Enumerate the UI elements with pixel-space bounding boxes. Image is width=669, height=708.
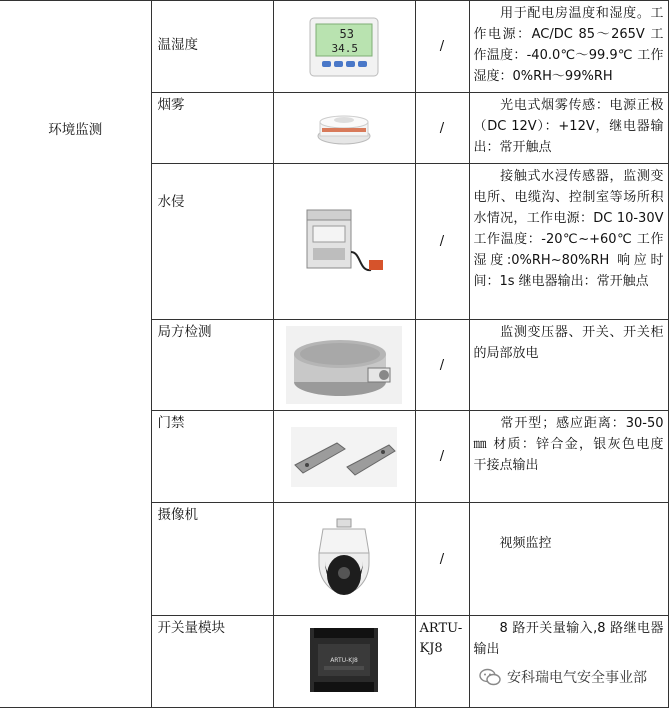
table-row	[0, 1, 668, 93]
dome-camera-image	[273, 503, 415, 616]
door-magnet-icon	[289, 425, 399, 489]
io-module-image	[273, 616, 415, 708]
water-sensor-image	[273, 164, 415, 320]
water-sensor-icon	[299, 202, 389, 282]
row-name: 开关量模块	[157, 620, 225, 636]
model-value: /	[439, 39, 445, 54]
row-name: 门禁	[157, 415, 185, 431]
row-description: 监测变压器、开关、开关柜的局部放电	[473, 325, 664, 361]
row-description: 用于配电房温度和湿度。工作电源：AC/DC 85～265V 工作温度：-40.0℃～99.9℃ 工作湿度：0%RH～99%RH	[473, 6, 664, 84]
svg-text:ARTU-KJ8: ARTU-KJ8	[330, 656, 358, 664]
model-value: /	[439, 120, 445, 136]
category-label: 环境监测	[48, 121, 103, 138]
partial-discharge-sensor-icon	[284, 324, 404, 406]
smoke-detector-icon	[314, 108, 374, 148]
row-name: 温湿度	[157, 37, 198, 53]
model-value: /	[439, 357, 445, 373]
row-description: 常开型；感应距离：30-50㎜ 材质：锌合金，银灰色电度 干接点输出	[473, 416, 664, 473]
model-value: ARTU-KJ8	[419, 621, 463, 656]
row-description: 接触式水浸传感器，监测变电所、电缆沟、控制室等场所积水情况，工作电源：DC 10-30V 工作温度：-20℃~+60℃ 工作湿度:0%RH~80%RH 响应时间：1s 继电器输出：常开触点	[473, 169, 664, 289]
io-module-icon	[304, 622, 384, 702]
row-name: 水侵	[157, 194, 185, 210]
row-description: 视频监控	[499, 536, 552, 551]
category-cell	[0, 1, 151, 708]
thermo-hygrometer-image	[273, 1, 415, 93]
watermark	[479, 667, 647, 687]
row-name: 局方检测	[157, 324, 212, 340]
door-magnet-image	[273, 411, 415, 503]
row-name: 摄像机	[157, 507, 198, 523]
smoke-detector-image	[273, 93, 415, 164]
model-value: /	[439, 449, 445, 464]
model-value: /	[439, 234, 445, 249]
partial-discharge-sensor-image	[273, 320, 415, 411]
dome-camera-icon	[309, 517, 379, 601]
svg-text:53: 53	[339, 26, 354, 41]
row-description: 光电式烟雾传感：电源正极（DC 12V）：+12V，继电器输出：常开触点	[473, 98, 664, 155]
thermo-hygrometer-icon	[304, 16, 384, 78]
model-value: /	[439, 551, 445, 567]
wechat-icon	[479, 668, 501, 686]
row-description: 8 路开关量输入,8 路继电器输出	[473, 621, 664, 657]
row-name: 烟雾	[157, 97, 185, 113]
svg-text:34.5: 34.5	[331, 41, 358, 55]
watermark-text: 安科瑞电气安全事业部	[507, 670, 647, 686]
